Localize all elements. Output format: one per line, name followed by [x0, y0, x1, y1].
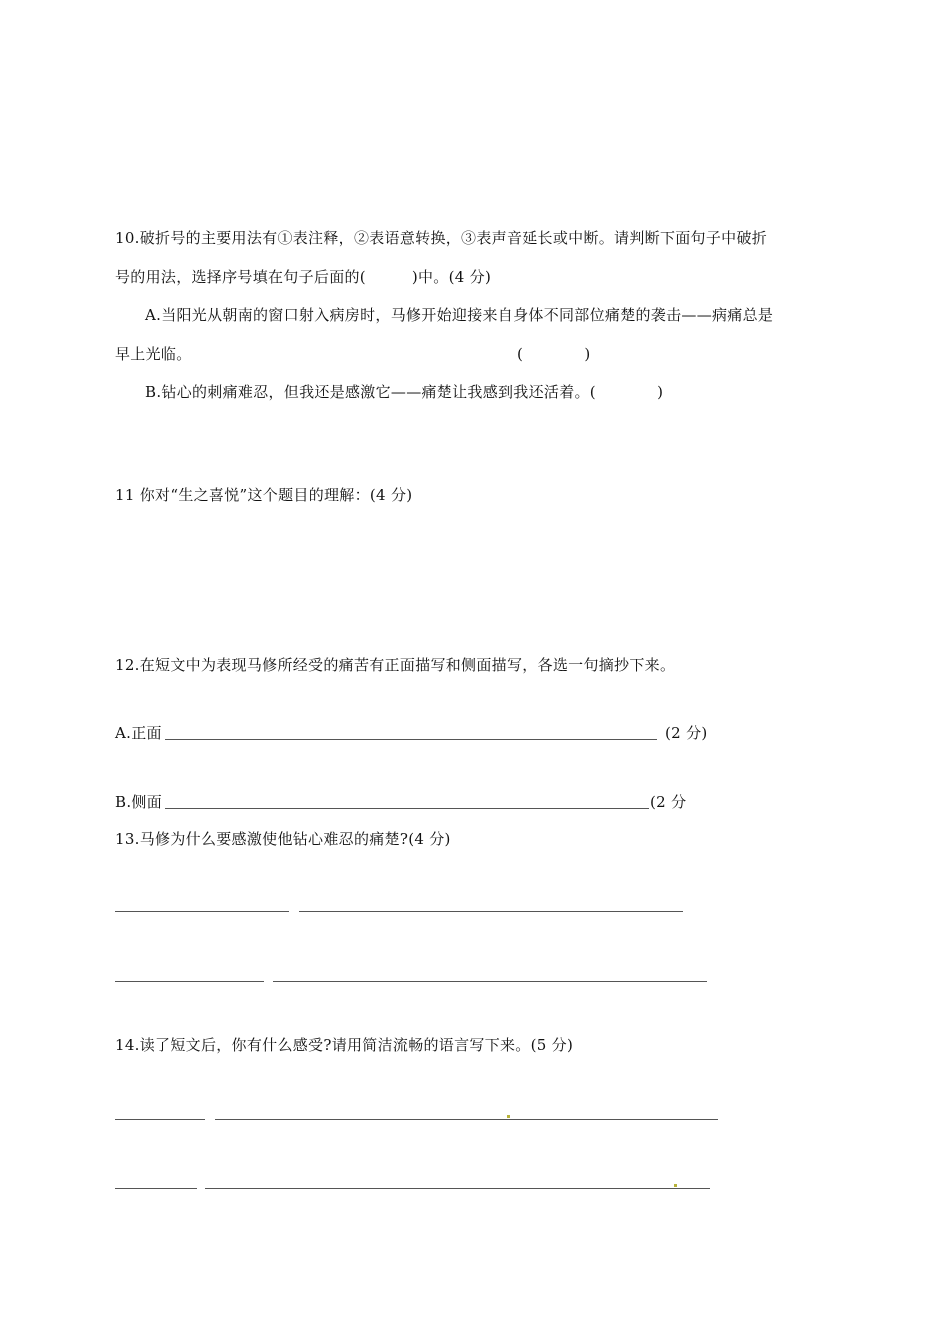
- q12-line: 12.在短文中为表现马修所经受的痛苦有正面描写和侧面描写，各选一句摘抄下来。: [115, 656, 676, 674]
- q10-line1: 10.破折号的主要用法有①表注释，②表语意转换，③表声音延长或中断。请判断下面句子中破折: [115, 229, 768, 247]
- speck-mark: [507, 1115, 510, 1118]
- q12-a-label: A.正面: [115, 724, 162, 742]
- q12-a-answer-line[interactable]: [165, 739, 657, 740]
- q10-option-b-line: B.钻心的刺痛难忍，但我还是感激它——痛楚让我感到我还活着。( ): [145, 383, 664, 401]
- q12-a-score: (2 分): [665, 724, 708, 742]
- q14-answer-line-1a[interactable]: [115, 1119, 205, 1120]
- q14-answer-line-2b[interactable]: [205, 1188, 710, 1189]
- q11-line: 11 你对“生之喜悦”这个题目的理解：(4 分): [115, 486, 413, 504]
- speck-mark: [674, 1184, 677, 1187]
- q13-answer-line-2b[interactable]: [273, 981, 707, 982]
- q13-answer-line-1b[interactable]: [299, 911, 683, 912]
- q12-b-label: B.侧面: [115, 793, 162, 811]
- q14-line: 14.读了短文后，你有什么感受?请用简洁流畅的语言写下来。(5 分): [115, 1036, 574, 1054]
- q12-b-answer-line[interactable]: [165, 808, 649, 809]
- q10-option-a-line1: A.当阳光从朝南的窗口射入病房时，马修开始迎接来自身体不同部位痛楚的袭击——病痛总是: [145, 306, 774, 324]
- q10-line2: 号的用法，选择序号填在句子后面的( )中。(4 分): [115, 268, 492, 286]
- q12-b-score: (2 分: [650, 793, 687, 811]
- q14-answer-line-2a[interactable]: [115, 1188, 197, 1189]
- q10-option-a-answer-paren[interactable]: ( ): [517, 345, 591, 363]
- q13-answer-line-2a[interactable]: [115, 981, 264, 982]
- q10-option-a-line2: 早上光临。: [115, 345, 192, 363]
- q13-answer-line-1a[interactable]: [115, 911, 289, 912]
- q13-line: 13.马修为什么要感激使他钻心难忍的痛楚?(4 分): [115, 830, 451, 848]
- q14-answer-line-1b[interactable]: [215, 1119, 718, 1120]
